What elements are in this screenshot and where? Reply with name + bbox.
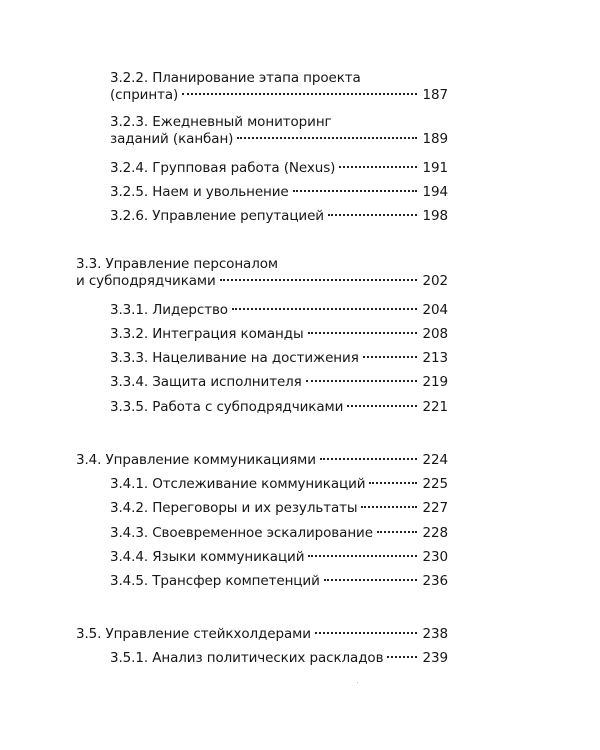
toc-subsection-entry xyxy=(110,114,448,148)
toc-entry-title-line xyxy=(110,114,448,131)
toc-page-number: 225 xyxy=(422,476,448,492)
toc-entry-row xyxy=(110,208,448,225)
toc-subsection-entry xyxy=(110,399,448,416)
dot-leader xyxy=(369,482,416,484)
toc-entry-row xyxy=(110,525,448,542)
dot-leader xyxy=(306,380,417,382)
toc-entry-title-continuation: (спринта) xyxy=(110,87,179,103)
dot-leader xyxy=(293,190,417,192)
toc-entry-title: 3.4.2. Переговоры и их результаты xyxy=(110,500,358,516)
toc-page-number: 194 xyxy=(422,184,448,200)
toc-entry-row xyxy=(110,131,448,148)
toc-entry-title-line xyxy=(76,256,448,273)
toc-entry-row xyxy=(110,374,448,391)
toc-entry-title: 3.4.5. Трансфер компетенций xyxy=(110,573,320,589)
toc-entry-title: 3.4.1. Отслеживание коммуникаций xyxy=(110,476,366,492)
toc-entry-title: 3.4. Управление коммуникациями xyxy=(76,452,316,468)
toc-entry-row xyxy=(110,160,448,177)
toc-entry-row xyxy=(110,549,448,566)
toc-entry-title: 3.3.2. Интеграция команды xyxy=(110,326,304,342)
toc-entry-title: 3.3.4. Защита исполнителя xyxy=(110,374,302,390)
toc-entry-row xyxy=(76,626,448,643)
toc-entry-title: 3.2.4. Групповая работа (Nexus) xyxy=(110,160,336,176)
dot-leader xyxy=(361,506,416,508)
toc-section-entry xyxy=(76,256,448,290)
toc-page-number: 219 xyxy=(422,374,448,390)
toc-entry-row xyxy=(110,302,448,319)
toc-subsection-entry xyxy=(110,302,448,319)
toc-entry-title-line xyxy=(110,70,448,87)
toc-entry-title: 3.2.3. Ежедневный мониторинг xyxy=(110,114,332,130)
toc-page-number: 213 xyxy=(422,350,448,366)
toc-entry-title: 3.4.4. Языки коммуникаций xyxy=(110,549,305,565)
toc-entry-title: 3.5.1. Анализ политических раскладов xyxy=(110,650,384,666)
dot-leader xyxy=(328,214,417,216)
toc-page-number: 238 xyxy=(422,626,448,642)
dot-leader xyxy=(387,656,416,658)
toc-entry-row xyxy=(110,573,448,590)
toc-entry-row xyxy=(110,350,448,367)
toc-entry-row xyxy=(110,184,448,201)
dot-leader xyxy=(315,632,417,634)
toc-entry-row xyxy=(110,476,448,493)
toc-subsection-entry xyxy=(110,350,448,367)
toc-entry-title: 3.3.3. Нацеливание на достижения xyxy=(110,350,359,366)
toc-section-entry xyxy=(76,626,448,643)
toc-subsection-entry xyxy=(110,374,448,391)
dot-leader xyxy=(220,279,417,281)
toc-page-number: 224 xyxy=(422,452,448,468)
dot-leader xyxy=(308,555,416,557)
toc-page-number: 191 xyxy=(422,160,448,176)
toc-subsection-entry xyxy=(110,184,448,201)
toc-page-number: 227 xyxy=(422,500,448,516)
toc-subsection-entry xyxy=(110,549,448,566)
toc-entry-row xyxy=(110,87,448,104)
toc-page-number: 228 xyxy=(422,525,448,541)
toc-page-number: 204 xyxy=(422,302,448,318)
dot-leader xyxy=(339,166,416,168)
toc-subsection-entry xyxy=(110,573,448,590)
toc-entry-title: 3.4.3. Своевременное эскалирование xyxy=(110,525,373,541)
toc-entry-title: 3.2.2. Планирование этапа проекта xyxy=(110,70,361,86)
toc-entry-row xyxy=(76,452,448,469)
dot-leader xyxy=(324,579,417,581)
toc-page-number: 198 xyxy=(422,208,448,224)
toc-page-number: 230 xyxy=(422,549,448,565)
toc-entry-title-continuation: заданий (канбан) xyxy=(110,131,234,147)
toc-entry-row xyxy=(110,500,448,517)
toc-entry-title: 3.3.1. Лидерство xyxy=(110,302,228,318)
toc-page-number: 189 xyxy=(422,131,448,147)
toc-entry-row xyxy=(110,399,448,416)
dot-leader xyxy=(237,137,416,139)
toc-subsection-entry xyxy=(110,476,448,493)
toc-page-number: 239 xyxy=(422,650,448,666)
dot-leader xyxy=(347,405,416,407)
toc-entry-title-continuation: и субподрядчиками xyxy=(76,273,216,289)
toc-entry-title: 3.5. Управление стейкхолдерами xyxy=(76,626,311,642)
toc-page-number: 236 xyxy=(422,573,448,589)
toc-entry-title: 3.2.6. Управление репутацией xyxy=(110,208,324,224)
paper-speck xyxy=(357,682,358,683)
toc-entry-title: 3.3.5. Работа с субподрядчиками xyxy=(110,399,344,415)
toc-entry-title: 3.3. Управление персоналом xyxy=(76,256,278,272)
dot-leader xyxy=(308,332,417,334)
toc-entry-title: 3.2.5. Наем и увольнение xyxy=(110,184,289,200)
toc-subsection-entry xyxy=(110,70,448,104)
toc-section-entry xyxy=(76,452,448,469)
toc-entry-row xyxy=(110,326,448,343)
toc-page-number: 187 xyxy=(422,87,448,103)
dot-leader xyxy=(232,308,417,310)
dot-leader xyxy=(377,531,417,533)
dot-leader xyxy=(320,458,417,460)
toc-subsection-entry xyxy=(110,160,448,177)
dot-leader xyxy=(363,356,417,358)
toc-entry-row xyxy=(76,273,448,290)
toc-entry-row xyxy=(110,650,448,667)
toc-page-number: 208 xyxy=(422,326,448,342)
toc-subsection-entry xyxy=(110,525,448,542)
toc-subsection-entry xyxy=(110,500,448,517)
toc-subsection-entry xyxy=(110,208,448,225)
toc-page-number: 202 xyxy=(422,273,448,289)
toc-subsection-entry xyxy=(110,650,448,667)
toc-page-number: 221 xyxy=(422,399,448,415)
dot-leader xyxy=(182,93,416,95)
toc-subsection-entry xyxy=(110,326,448,343)
